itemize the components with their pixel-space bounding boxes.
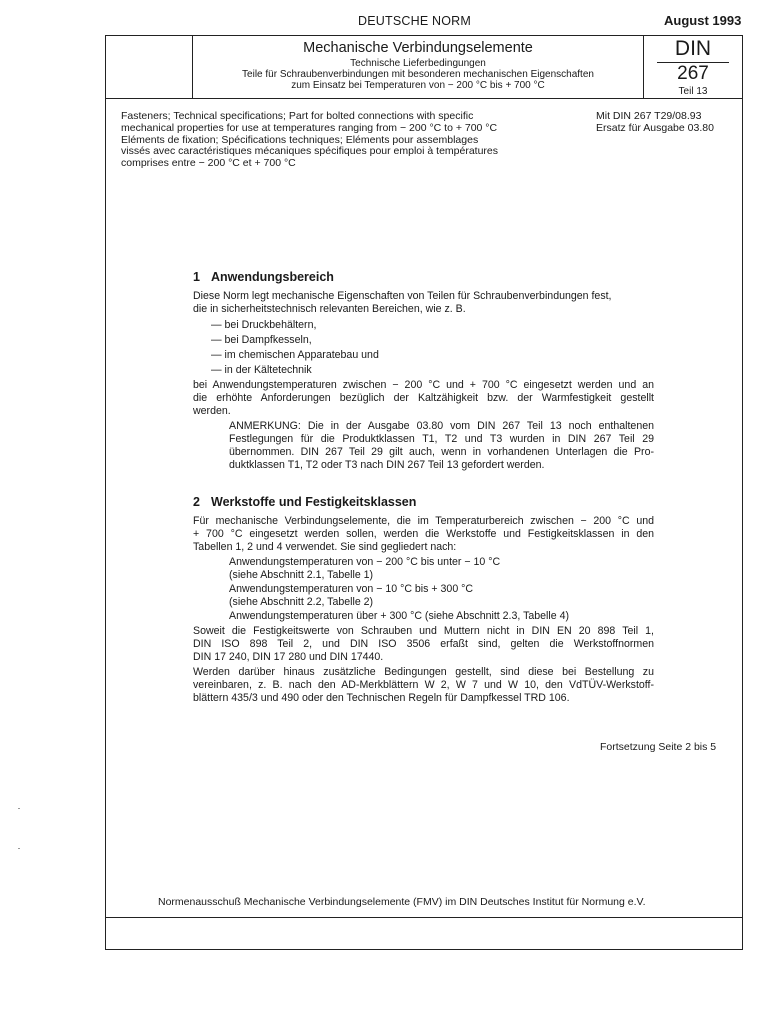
footer-divider (106, 917, 742, 918)
section-2-intro-line: Tabellen 1, 2 und 4 verwendet. Sie sind gegliedert nach: (193, 541, 457, 553)
section-1-intro-line: Diese Norm legt mechanische Eigenschaften von Teilen für Schraubenverbindungen fest, (193, 290, 612, 302)
section-1-body-line: die erhöhte Anforderungen bezüglich der Kaltzähigkeit bzw. der Warmfestigkeit gestellt (193, 392, 654, 404)
translation-line: vissés avec caractéristiques mécaniques spécifiques pour emploi à températures (121, 145, 499, 158)
din-part: Teil 13 (678, 86, 708, 97)
translation-line: mechanical properties for use at temperatures ranging from − 200 °C to + 700 °C (121, 121, 498, 134)
title-translations (121, 111, 581, 170)
list-item: — in der Kältetechnik (211, 364, 312, 376)
din-label: DIN (674, 37, 712, 60)
document-description-line-1: Teile für Schraubenverbindungen mit besonderen mechanischen Eigenschaften (242, 69, 594, 80)
title-block-logo-cell (105, 35, 193, 99)
header-norm-label: DEUTSCHE NORM (358, 14, 472, 28)
temperature-range-line: Anwendungstemperaturen über + 300 °C (siehe Abschnitt 2.3, Tabelle 4) (229, 610, 570, 622)
temperature-range-line: Anwendungstemperaturen von − 10 °C bis + 300 °C (229, 583, 474, 595)
section-2-intro-line: + 700 °C eingesetzt werden sollen, werden die Werkstoffe und Festigkeitsklassen in den (193, 528, 654, 540)
section-1-body-line: werden. (193, 405, 231, 417)
replacement-line-2: Ersatz für Ausgabe 03.80 (596, 121, 714, 134)
section-2-number: 2 (193, 495, 200, 509)
footer-organization: Normenausschuß Mechanische Verbindungselemente (FMV) im DIN Deutsches Institut für Normung e.V. (158, 896, 646, 908)
temperature-range-line: (siehe Abschnitt 2.1, Tabelle 1) (229, 569, 374, 581)
section-2-heading (193, 495, 416, 509)
list-item: — bei Dampfkesseln, (211, 334, 312, 346)
section-1-number: 1 (193, 270, 200, 284)
document-subtitle: Technische Lieferbedingungen (350, 58, 486, 69)
note-line: ANMERKUNG: Die in der Ausgabe 03.80 vom DIN 267 Teil 13 noch enthaltenen (229, 420, 654, 432)
list-item: — bei Druckbehältern, (211, 319, 317, 331)
note-line: Festlegungen für die Produktklassen T1, T2 und T3 wurden in DIN 267 Teil 29 (229, 433, 654, 445)
din-number: 267 (677, 63, 709, 84)
section-2-body-line: blättern 435/3 und 490 oder den Technischen Regeln für Dampfkessel TRD 106. (193, 692, 570, 704)
section-1-body-line: bei Anwendungstemperaturen zwischen − 200 °C und + 700 °C eingesetzt werden und an (193, 379, 654, 391)
translation-line: comprises entre − 200 °C et + 700 °C (121, 157, 296, 170)
header-date: August 1993 (664, 13, 742, 28)
section-2-body-line: vereinbaren, z. B. nach den AD-Merkblättern W 2, W 7 und W 10, den VdTÜV-Werkstoff- (193, 679, 654, 691)
scan-mark (18, 848, 20, 849)
document-title: Mechanische Verbindungselemente (303, 40, 533, 56)
translation-line: Fasteners; Technical specifications; Part for bolted connections with specific (121, 110, 474, 122)
document-description-line-2: zum Einsatz bei Temperaturen von − 200 °C bis + 700 °C (291, 80, 545, 91)
list-item: — im chemischen Apparatebau und (211, 349, 379, 361)
temperature-range-line: (siehe Abschnitt 2.2, Tabelle 2) (229, 596, 374, 608)
scan-mark (18, 808, 20, 809)
continuation-note: Fortsetzung Seite 2 bis 5 (600, 741, 717, 753)
section-1-intro-line: die in sicherheitstechnisch relevanten Bereichen, wie z. B. (193, 303, 466, 315)
note-line: duktklassen T1, T2 oder T3 nach DIN 267 Teil 13 gefordert werden. (229, 459, 545, 471)
section-2-intro-line: Für mechanische Verbindungselemente, die im Temperaturbereich zwischen − 200 °C und (193, 515, 654, 527)
temperature-range-line: Anwendungstemperaturen von − 200 °C bis unter − 10 °C (229, 556, 501, 568)
section-2-title: Werkstoffe und Festigkeitsklassen (211, 495, 417, 509)
section-2-body-line: Werden darüber hinaus zusätzliche Bedingungen gestellt, sind diese bei Bestellung zu (193, 666, 654, 678)
section-1-heading (193, 270, 334, 284)
section-2-body-line: DIN ISO 898 Teil 2, und DIN ISO 3506 erfaßt sind, gelten die Werkstoffnormen (193, 638, 654, 650)
section-2-body-line: DIN 17 240, DIN 17 280 und DIN 17440. (193, 651, 384, 663)
section-1-title: Anwendungsbereich (211, 270, 334, 284)
translation-line: Eléments de fixation; Spécifications techniques; Eléments pour assemblages (121, 133, 479, 146)
note-line: übernommen. DIN 267 Teil 29 gilt auch, wenn in vorhandenen Unterlagen die Pro- (229, 446, 654, 458)
replacement-notice (596, 111, 736, 135)
replacement-line-1: Mit DIN 267 T29/08.93 (596, 110, 702, 122)
section-2-body-line: Soweit die Festigkeitswerte von Schrauben und Muttern nicht in DIN EN 20 898 Teil 1, (193, 625, 654, 637)
